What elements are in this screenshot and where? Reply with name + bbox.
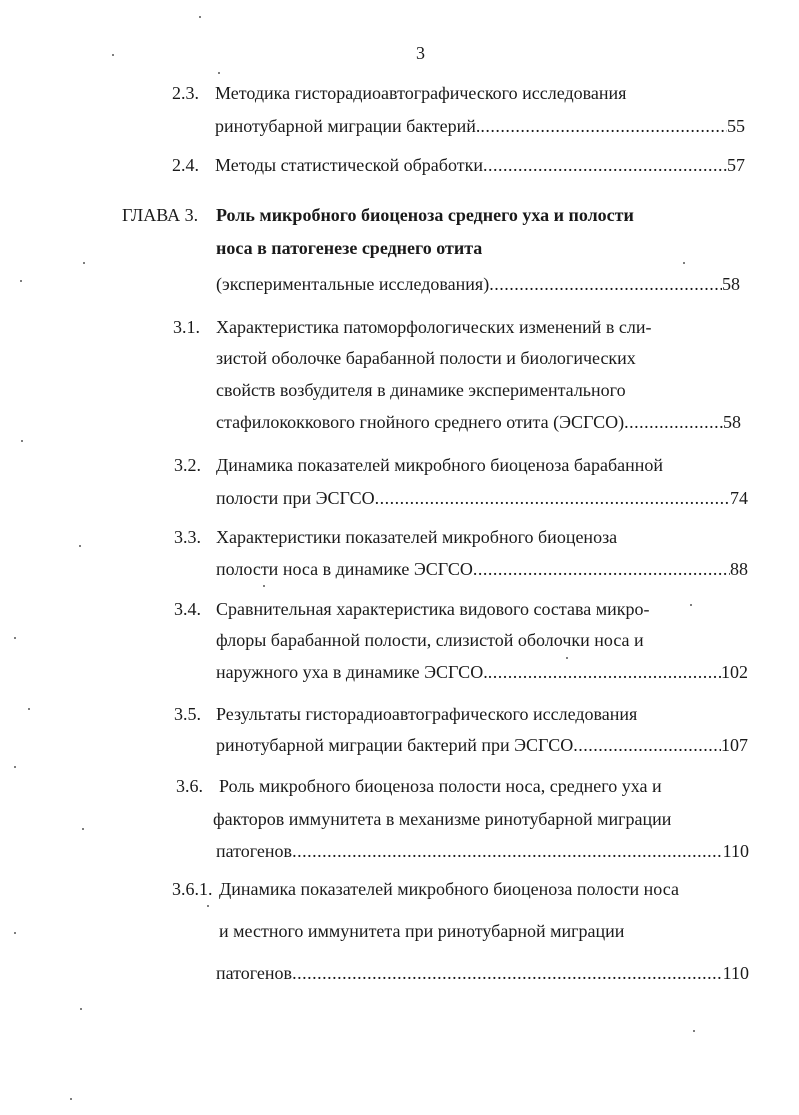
toc-dot-leader <box>573 734 721 756</box>
toc-dot-leader <box>473 558 730 580</box>
toc-3-3-title-line2: полости носа в динамике ЭСГСО <box>216 559 473 579</box>
toc-dot-leader <box>489 273 722 295</box>
toc-3-1-title-line3: свойств возбудителя в динамике экспериментального <box>216 380 626 400</box>
scan-speck <box>218 72 220 74</box>
scan-speck <box>70 1098 72 1100</box>
toc-3-2-number: 3.2. <box>174 455 201 475</box>
scan-speck <box>683 262 685 264</box>
toc-3-1-title-line1: Характеристика патоморфологических изменений в сли- <box>216 317 652 337</box>
chapter-3-label: ГЛАВА 3. <box>122 205 199 225</box>
toc-3-6-1-leader-line <box>216 962 749 984</box>
toc-3-1-title-line4: стафилококкового гнойного среднего отита (ЭСГСО) <box>216 412 625 432</box>
scan-speck <box>199 16 201 18</box>
toc-dot-leader <box>292 840 723 862</box>
chapter-3-title-line1: Роль микробного биоценоза среднего уха и полости <box>216 205 634 225</box>
toc-2-3-title-line2: ринотубарной миграции бактерий. <box>215 116 481 136</box>
toc-3-4-page: 102 <box>721 662 748 682</box>
toc-2-4-leader-line <box>215 154 745 176</box>
toc-3-4-number: 3.4. <box>174 599 201 619</box>
toc-3-2-title-line2: полости при ЭСГСО <box>216 488 375 508</box>
toc-3-6-1-page: 110 <box>722 963 749 983</box>
toc-3-4-title-line1: Сравнительная характеристика видового состава микро- <box>216 599 650 619</box>
scan-speck <box>21 440 23 442</box>
toc-2-3-number: 2.3. <box>172 83 199 103</box>
toc-dot-leader <box>488 661 721 683</box>
toc-3-5-title-line2: ринотубарной миграции бактерий при ЭСГСО <box>216 735 574 755</box>
toc-dot-leader <box>480 115 727 137</box>
toc-3-1-page: 58 <box>723 412 741 432</box>
toc-3-3-number: 3.3. <box>174 527 201 547</box>
toc-3-6-1-title-line1: Динамика показателей микробного биоценоза полости носа <box>219 879 679 899</box>
chapter-3-title-line2: носа в патогенезе среднего отита <box>216 238 483 258</box>
chapter-3-page: 58 <box>722 274 740 294</box>
toc-3-2-title-line1: Динамика показателей микробного биоценоза барабанной <box>216 455 664 475</box>
scan-speck <box>28 708 30 710</box>
toc-3-6-leader-line <box>216 840 749 862</box>
scan-speck <box>566 657 568 659</box>
toc-dot-leader <box>483 154 727 176</box>
toc-3-6-title-line3: патогенов <box>216 841 293 861</box>
scan-speck <box>14 932 16 934</box>
toc-3-3-title-line1: Характеристики показателей микробного биоценоза <box>216 527 618 547</box>
toc-dot-leader <box>292 962 723 984</box>
toc-3-2-leader-line <box>216 487 748 509</box>
scan-speck <box>690 604 692 606</box>
toc-3-6-1-title-line2: и местного иммунитета при ринотубарной миграции <box>219 921 625 941</box>
scan-speck <box>14 766 16 768</box>
scan-speck <box>263 585 265 587</box>
toc-3-4-title-line3: наружного уха в динамике ЭСГСО. <box>216 662 488 682</box>
chapter-3-subtitle: (экспериментальные исследования) <box>216 274 490 294</box>
scan-speck <box>20 280 22 282</box>
toc-3-1-leader-line <box>216 411 741 433</box>
toc-3-3-leader-line <box>216 558 748 580</box>
scan-speck <box>112 54 114 56</box>
toc-3-5-page: 107 <box>721 735 748 755</box>
toc-3-6-title-line2: факторов иммунитета в механизме ринотубарной миграции <box>213 809 672 829</box>
toc-3-6-1-title-line3: патогенов <box>216 963 293 983</box>
toc-3-6-number: 3.6. <box>176 776 203 796</box>
toc-3-6-page: 110 <box>722 841 749 861</box>
scan-speck <box>83 262 85 264</box>
scan-speck <box>79 545 81 547</box>
scan-speck <box>82 828 84 830</box>
scan-speck <box>207 905 209 907</box>
toc-3-4-leader-line <box>216 661 748 683</box>
toc-2-3-leader-line <box>215 115 745 137</box>
toc-3-3-page: 88 <box>730 559 748 579</box>
chapter-3-leader-line <box>216 273 740 295</box>
toc-dot-leader <box>624 411 723 433</box>
toc-3-1-number: 3.1. <box>173 317 200 337</box>
toc-2-4-title: Методы статистической обработки <box>215 155 483 175</box>
toc-3-6-1-number: 3.6.1. <box>172 879 213 899</box>
toc-dot-leader <box>375 487 730 509</box>
scan-speck <box>693 1030 695 1032</box>
toc-3-2-page: 74 <box>730 488 748 508</box>
toc-3-1-title-line2: зистой оболочке барабанной полости и биологических <box>216 348 636 368</box>
page-number: 3 <box>416 43 425 63</box>
scan-speck <box>14 637 16 639</box>
scan-speck <box>80 1008 82 1010</box>
toc-3-5-leader-line <box>216 734 748 756</box>
toc-3-4-title-line2: флоры барабанной полости, слизистой оболочки носа и <box>216 630 644 650</box>
toc-3-5-title-line1: Результаты гисторадиоавтографического исследования <box>216 704 638 724</box>
toc-2-3-page: 55 <box>727 116 745 136</box>
toc-3-5-number: 3.5. <box>174 704 201 724</box>
toc-2-4-number: 2.4. <box>172 155 199 175</box>
toc-2-3-title-line1: Методика гисторадиоавтографического исследования <box>215 83 627 103</box>
toc-2-4-page: 57 <box>727 155 745 175</box>
toc-3-6-title-line1: Роль микробного биоценоза полости носа, среднего уха и <box>219 776 662 796</box>
